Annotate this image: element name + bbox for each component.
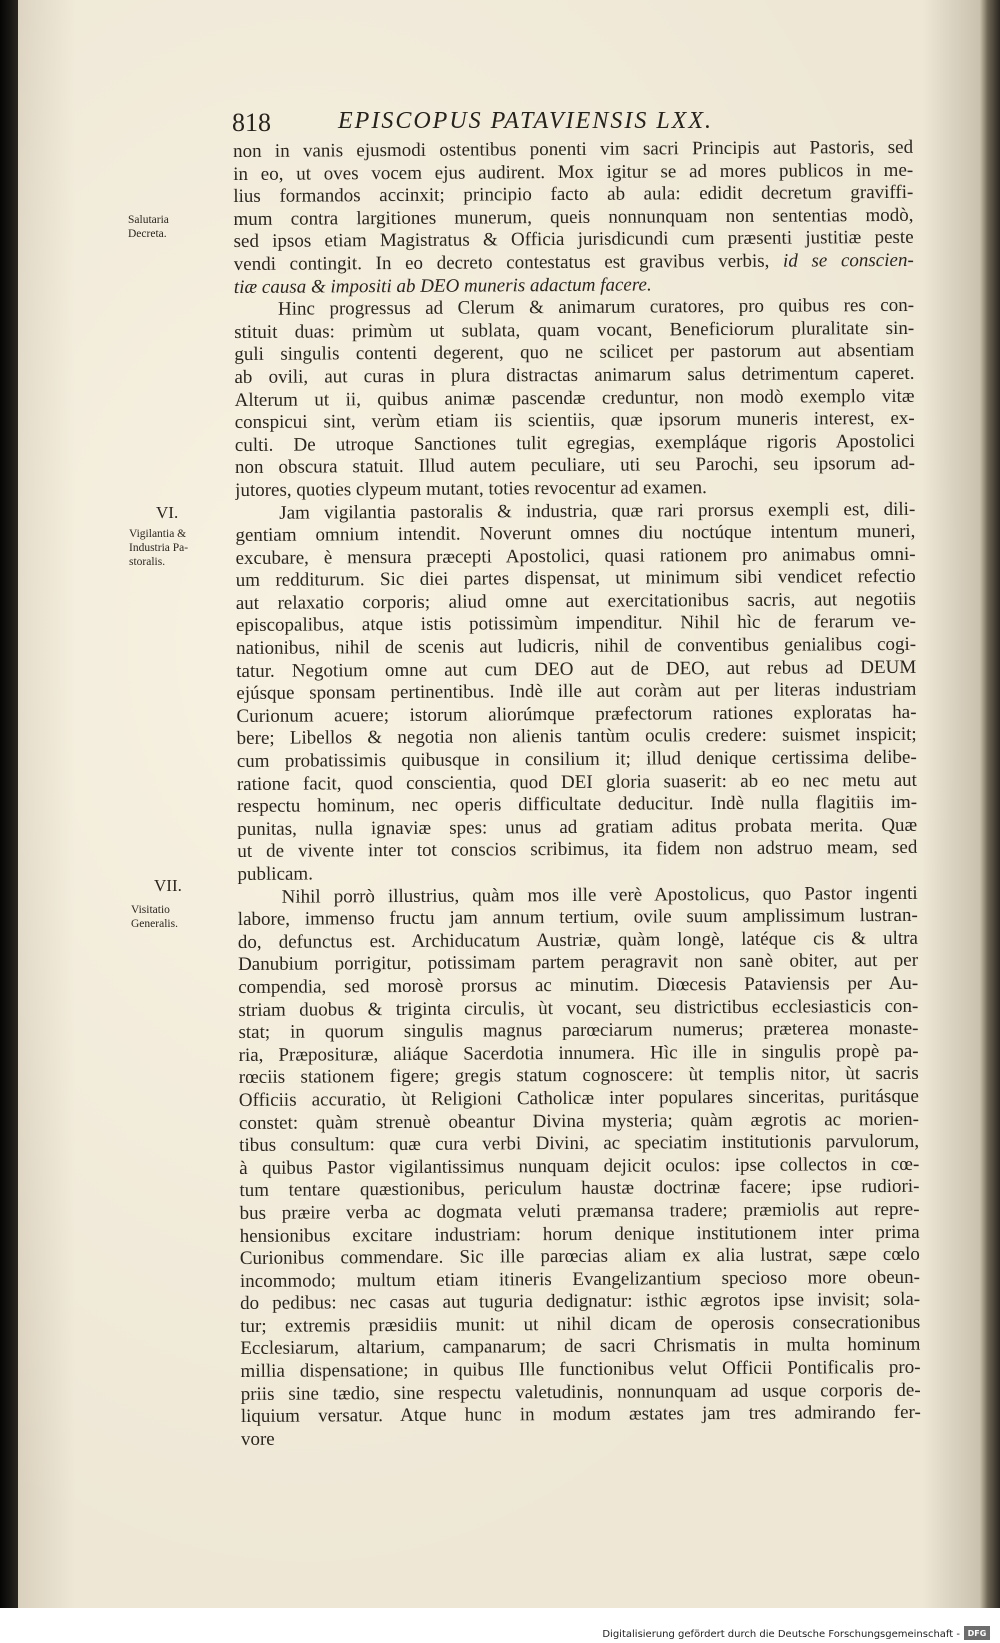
- text-line: jutores, quoties clypeum mutant, toties revocentur ad examen.: [235, 477, 707, 501]
- text-line: bere; Libellos & negotia non alienis tantùm oculis credere: suismet inspicit;: [236, 724, 917, 750]
- text-line: tum tentare quæstionibus, periculum haustæ doctrinæ facere; ipse rudiori-: [239, 1176, 920, 1202]
- text-line: Alterum ut ii, quibus animæ pascendæ creduntur, non modò exemplo vitæ: [234, 385, 915, 411]
- page-header: [218, 108, 858, 138]
- body-text: [233, 137, 921, 1452]
- text-fragment: vendi contingit. In eo decreto contestatus est gravibus verbis,: [233, 250, 784, 275]
- margin-note-salutaria: [128, 213, 169, 241]
- margin-note-line: Decreta.: [128, 228, 167, 240]
- text-line: compendia, sed morosè prorsus ac minutim. Diœcesis Pataviensis per Au-: [238, 972, 919, 998]
- text-line: ria, Præposituræ, aliáque Sacerdotia innumera. Hìc ille in singulis propè pa-: [238, 1040, 919, 1066]
- text-line: um redditurum. Sic diei partes dispensat, ut minimum sibi vendicet refectio: [235, 566, 916, 592]
- text-line: Danubium porrigitur, potissimam partem peragravit non sanè obiter, aut per: [237, 950, 919, 976]
- text-line: do pedibus: nec casas aut tuguria dedignatur: isthic ægrotos ipse invisit; sola-: [240, 1289, 921, 1315]
- text-line: tatur. Negotium omne aut cum DEO aut de DEO, aut rebus ad DEUM: [236, 656, 917, 682]
- text-line: [234, 250, 914, 277]
- text-line: à quibus Pastor vigilantissimus nunquam dejicit oculos: ipse collectos in cœ-: [239, 1153, 920, 1179]
- text-line: publicam.: [237, 863, 313, 885]
- text-line: in eo, ut oves vocem ejus audirent. Mox igitur se ad mores publicos in me-: [233, 159, 914, 185]
- text-line: hensionibus excitare industriam: horum denique institutionem inter prima: [239, 1221, 920, 1247]
- text-line: ratione facit, quod conscientia, quod DEI gloria suaserit: ab eo nec metu aut: [236, 769, 917, 795]
- text-line: striam duobus & triginta circulis, ùt vocant, seu districtibus ecclesiasticis con-: [238, 995, 919, 1021]
- dfg-logo: DFG: [964, 1626, 990, 1640]
- italic-fragment: id se conscien-: [782, 249, 914, 272]
- funding-credit: Digitalisierung gefördert durch die Deutsche Forschungsgemeinschaft -: [602, 1629, 960, 1640]
- text-line: mum contra largitiones munerum, queis nonnunquam non sententias modò,: [233, 204, 914, 230]
- text-line: tur; extremis præsidiis munit: ut nihil dicam de operosis consecrationibus: [240, 1311, 921, 1337]
- book-page: [18, 0, 980, 1608]
- text-line: non obscura statuit. Illud autem peculiare, uti seu Parochi, seu ipsorum ad-: [234, 453, 916, 479]
- text-line: punitas, nulla ignaviæ spes: unus ad gratiam aditus probata merita. Quæ: [237, 814, 918, 840]
- margin-note-line: Industria Pa-: [129, 542, 189, 554]
- text-line: Ecclesiarum, altarium, campanarum; de sacri Chrismatis in multa hominum: [240, 1334, 921, 1360]
- text-line: vore: [240, 1428, 275, 1450]
- text-line: Curionibus commendare. Sic ille parœcias aliam ex alia lustrat, sæpe cœlo: [239, 1243, 920, 1270]
- text-line: Curionum acuere; istorum aliorúmque præfectorum rationes exploratas ha-: [236, 701, 917, 727]
- section-number-vii: VII.: [154, 876, 182, 895]
- text-line: stat; in quorum singulis magnus parœciarum numerus; præterea monaste-: [238, 1017, 919, 1044]
- text-line: millia dispensatione; in quibus Ille functionibus velut Officii Pontificalis pro-: [240, 1356, 921, 1383]
- text-line: priis sine tædio, sine respectu valetudinis, nonnunquam ad usque corporis de-: [240, 1379, 921, 1405]
- margin-note-line: Salutaria: [128, 214, 169, 226]
- text-line: bus præire verba ac dogmata veluti præmansa tradere; præmiolis aut repre-: [239, 1198, 920, 1224]
- text-line: labore, immenso fructu jam annum tertium, ovile suum amplissimum lustran-: [237, 905, 918, 931]
- text-line: cum probatissimis quibusque in consilium it; illud denique certissima delibe-: [236, 746, 917, 773]
- text-line: nationibus, nihil de scenis aut ludicris, nihil de conventibus genialibus cogi-: [236, 633, 917, 660]
- margin-note-line: Vigilantia &: [129, 528, 187, 540]
- text-line: constet: quàm strenuè obeantur Divina mysteria; quàm ægrotis ac morien-: [238, 1108, 920, 1134]
- text-line: excubare, è mensura præcepti Apostolici, quasi rationem pro animabus omni-: [235, 543, 916, 569]
- text-line: gentiam omnium intendit. Noverunt omnes diu noctúque intentum muneri,: [235, 520, 916, 547]
- text-line: respectu hominum, nec operis difficultate deducitur. Indè nulla flagitiis im-: [237, 792, 918, 818]
- text-line: ejúsque sponsam pertinentibus. Indè ille aut coràm aut per literas industriam: [236, 679, 917, 705]
- text-line: tibus consultum: quæ cura verbi Divini, ac speciatim institutionis parvulorum,: [239, 1130, 920, 1157]
- show-through-text: [168, 155, 208, 255]
- margin-note-visitatio: [131, 903, 178, 931]
- margin-note-line: Visitatio: [131, 904, 170, 916]
- text-line: ab ovili, aut curas in plura distractas animarum salus detrimentum caperet.: [234, 362, 915, 388]
- text-line: episcopalibus, atque istis potissimùm impenditur. Nihil hìc de ferarum ve-: [235, 611, 917, 637]
- text-line: Officiis accuratio, ùt Religioni Catholicæ inter populares sinceritas, puritásque: [238, 1085, 919, 1111]
- text-line: Hinc progressus ad Clerum & animarum curatores, pro quibus res con-: [277, 294, 915, 320]
- text-line: aut relaxatio corporis; aliud omne aut exercitationibus sacris, aut negotiis: [235, 588, 916, 614]
- text-line: stituit duas: primùm ut sublata, quam vocant, Beneficiorum pluralitate sin-: [234, 317, 915, 343]
- text-line: incommodo; multum etiam itineris Evangelizantium specioso more obeun-: [239, 1266, 921, 1292]
- running-title: EPISCOPUS PATAVIENSIS LXX.: [338, 108, 713, 134]
- margin-note-line: Generalis.: [131, 918, 178, 930]
- text-line: sed ipsos etiam Magistratus & Officia jurisdicundi cum præsenti justitiæ peste: [233, 227, 914, 253]
- section-number-vi: VI.: [156, 503, 179, 522]
- text-line: do, defunctus est. Archiducatum Austriæ, quàm longè, latéque cis & ultra: [237, 927, 918, 953]
- text-line: Jam vigilantia pastoralis & industria, quæ rari prorsus exempli est, dili-: [279, 498, 916, 524]
- text-line: ut de vivente inter tot conscios scribimus, ita fidem non adstruo meam, sed: [237, 837, 918, 863]
- text-line: Nihil porrò illustrius, quàm mos ille verè Apostolicus, quo Pastor ingenti: [281, 882, 918, 908]
- text-line: non in vanis ejusmodi ostentibus ponenti vim sacri Principis aut Pastoris, sed: [233, 136, 914, 162]
- text-line: guli singulis contenti degerent, quo ne scilicet per pastorum aut absentiam: [234, 340, 915, 366]
- text-line: culti. De utroque Sanctiones tulit egregias, exempláque rigoris Apostolici: [234, 430, 915, 456]
- page-edge-shadow: [980, 0, 1000, 1608]
- margin-note-line: storalis.: [129, 556, 166, 568]
- text-line: conspicui sint, verùm etiam iis scientiis, quæ ipsorum muneris interest, ex-: [234, 407, 915, 434]
- text-line: tiæ causa & impositi ab DEO muneris adactum facere.: [233, 274, 652, 298]
- book-gutter-shadow: [0, 0, 18, 1643]
- page-number: 818: [232, 108, 271, 137]
- text-line: rœciis stationem figere; gregis statum cognoscere: ùt templis nitor, ùt sacris: [238, 1063, 919, 1089]
- text-line: lius formandos accinxit; principio facto ab aula: edidit decretum graviffi-: [233, 182, 914, 208]
- margin-note-vigilantia: [129, 527, 188, 569]
- text-line: liquium versatur. Atque hunc in modum æstates jam tres admirando fer-: [240, 1402, 921, 1428]
